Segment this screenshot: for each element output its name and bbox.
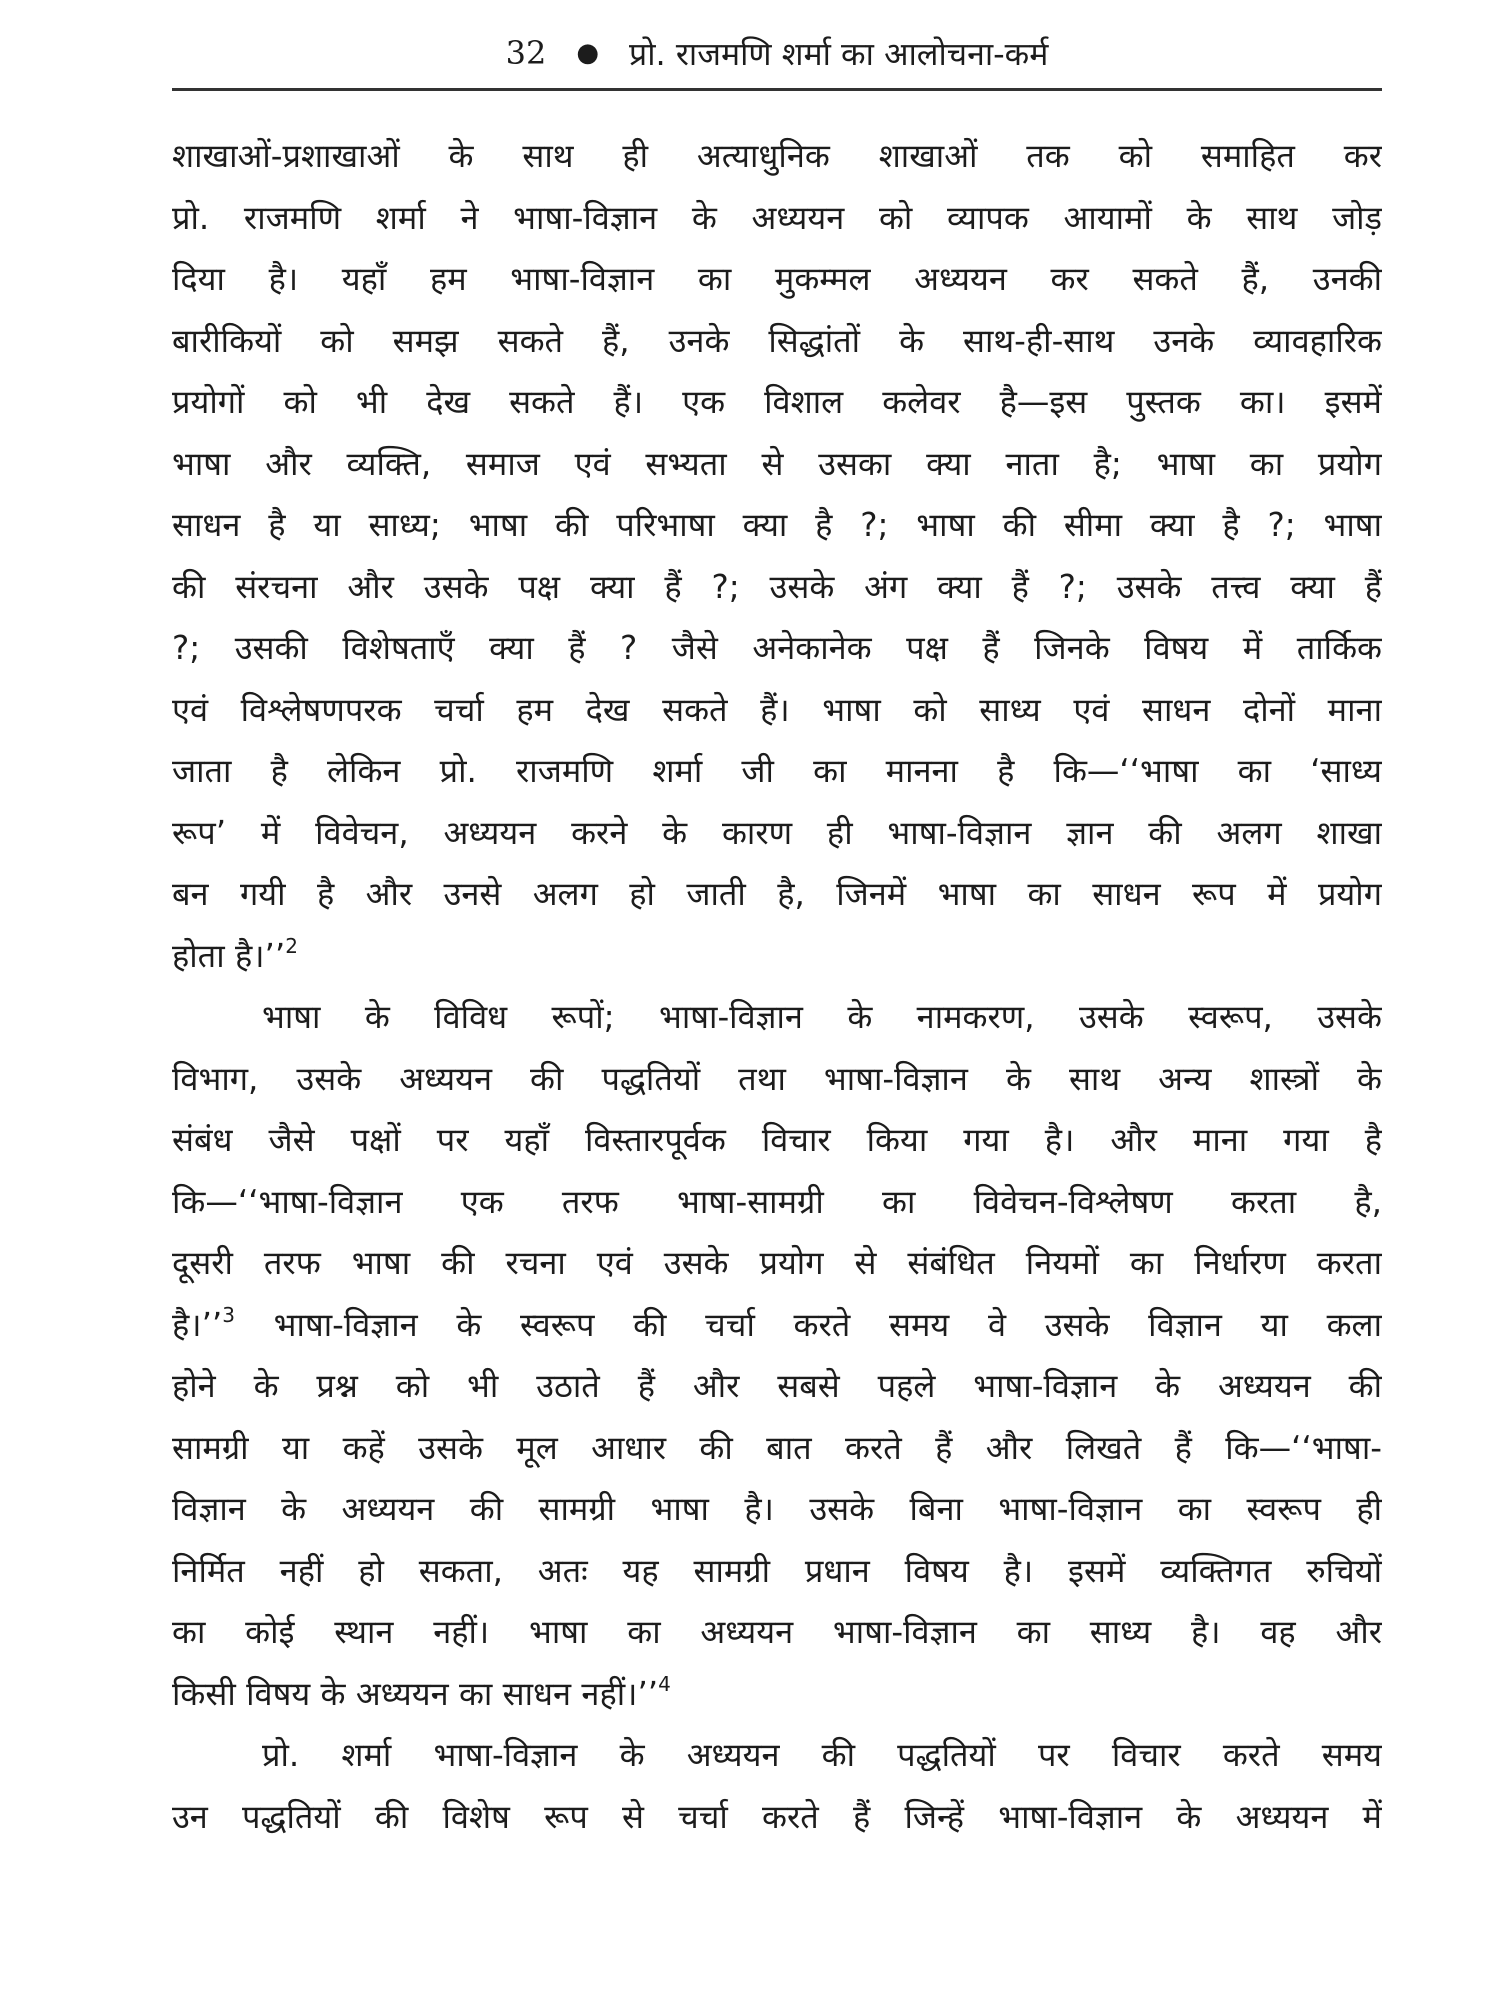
footnote-ref: 4 bbox=[658, 1671, 671, 1696]
running-title: प्रो. राजमणि शर्मा का आलोचना-कर्म bbox=[629, 34, 1049, 73]
text-line: की संरचना और उसके पक्ष क्या हैं ?; उसके अंग क्या हैं ?; उसके तत्त्व क्या हैं bbox=[172, 567, 1382, 606]
text-line: संबंध जैसे पक्षों पर यहाँ विस्तारपूर्वक विचार किया गया है। और माना गया है bbox=[172, 1121, 1382, 1159]
text-line: भाषा और व्यक्ति, समाज एवं सभ्यता से उसका क्या नाता है; भाषा का प्रयोग bbox=[172, 444, 1382, 483]
running-header bbox=[172, 22, 1382, 84]
text-line: जाता है लेकिन प्रो. राजमणि शर्मा जी का मानना है कि—‘‘भाषा का ‘साध्य bbox=[172, 752, 1382, 790]
text-line: प्रो. राजमणि शर्मा ने भाषा-विज्ञान के अध्ययन को व्यापक आयामों के साथ जोड़ bbox=[172, 198, 1382, 237]
header-bullet: ● bbox=[576, 38, 599, 68]
text-line: किसी विषय के अध्ययन का साधन नहीं।’’$^4$ bbox=[172, 1671, 671, 1713]
text-line: बन गयी है और उनसे अलग हो जाती है, जिनमें भाषा का साधन रूप में प्रयोग bbox=[172, 875, 1382, 913]
text-line: है।’’$^3$ भाषा-विज्ञान के स्वरूप की चर्चा करते समय वे उसके विज्ञान या कला bbox=[172, 1302, 1382, 1344]
text-line: कि—‘‘भाषा-विज्ञान एक तरफ भाषा-सामग्री का विवेचन-विश्लेषण करता है, bbox=[172, 1182, 1382, 1221]
text-line: होता है।’’$^2$ bbox=[172, 933, 298, 975]
text-line: एवं विश्लेषणपरक चर्चा हम देख सकते हैं। भाषा को साध्य एवं साधन दोनों माना bbox=[172, 690, 1382, 729]
text-line: शाखाओं-प्रशाखाओं के साथ ही अत्याधुनिक शाखाओं तक को समाहित कर bbox=[172, 137, 1382, 175]
text-line: विभाग, उसके अध्ययन की पद्धतियों तथा भाषा-विज्ञान के साथ अन्य शास्त्रों के bbox=[172, 1059, 1382, 1098]
footnote-ref: 3 bbox=[222, 1302, 235, 1327]
text-line: दूसरी तरफ भाषा की रचना एवं उसके प्रयोग से संबंधित नियमों का निर्धारण करता bbox=[172, 1244, 1382, 1282]
text-line: प्रो. शर्मा भाषा-विज्ञान के अध्ययन की पद्धतियों पर विचार करते समय bbox=[262, 1736, 1382, 1774]
body-text bbox=[172, 126, 1382, 1848]
footnote-ref: 2 bbox=[285, 933, 298, 958]
text-line: का कोई स्थान नहीं। भाषा का अध्ययन भाषा-विज्ञान का साध्य है। वह और bbox=[172, 1613, 1382, 1651]
text-line: सामग्री या कहें उसके मूल आधार की बात करते हैं और लिखते हैं कि—‘‘भाषा- bbox=[172, 1428, 1382, 1467]
page-number: 32 bbox=[505, 34, 547, 72]
text-line: दिया है। यहाँ हम भाषा-विज्ञान का मुकम्मल अध्ययन कर सकते हैं, उनकी bbox=[172, 260, 1382, 298]
header-rule bbox=[172, 88, 1382, 91]
text-line: उन पद्धतियों की विशेष रूप से चर्चा करते हैं जिन्हें भाषा-विज्ञान के अध्ययन में bbox=[172, 1797, 1382, 1836]
text-line: प्रयोगों को भी देख सकते हैं। एक विशाल कलेवर है—इस पुस्तक का। इसमें bbox=[172, 383, 1382, 421]
text-line: रूप’ में विवेचन, अध्ययन करने के कारण ही भाषा-विज्ञान ज्ञान की अलग शाखा bbox=[172, 813, 1382, 852]
text-line: निर्मित नहीं हो सकता, अतः यह सामग्री प्रधान विषय है। इसमें व्यक्तिगत रुचियों bbox=[172, 1551, 1382, 1590]
text-line: विज्ञान के अध्ययन की सामग्री भाषा है। उसके बिना भाषा-विज्ञान का स्वरूप ही bbox=[172, 1490, 1382, 1528]
text-line: साधन है या साध्य; भाषा की परिभाषा क्या है ?; भाषा की सीमा क्या है ?; भाषा bbox=[172, 506, 1382, 544]
text-line: ?; उसकी विशेषताएँ क्या हैं ? जैसे अनेकानेक पक्ष हैं जिनके विषय में तार्किक bbox=[172, 629, 1382, 667]
text-line: बारीकियों को समझ सकते हैं, उनके सिद्धांतों के साथ-ही-साथ उनके व्यावहारिक bbox=[172, 321, 1382, 360]
text-line: भाषा के विविध रूपों; भाषा-विज्ञान के नामकरण, उसके स्वरूप, उसके bbox=[262, 998, 1382, 1036]
text-line: होने के प्रश्न को भी उठाते हैं और सबसे पहले भाषा-विज्ञान के अध्ययन की bbox=[172, 1367, 1382, 1405]
